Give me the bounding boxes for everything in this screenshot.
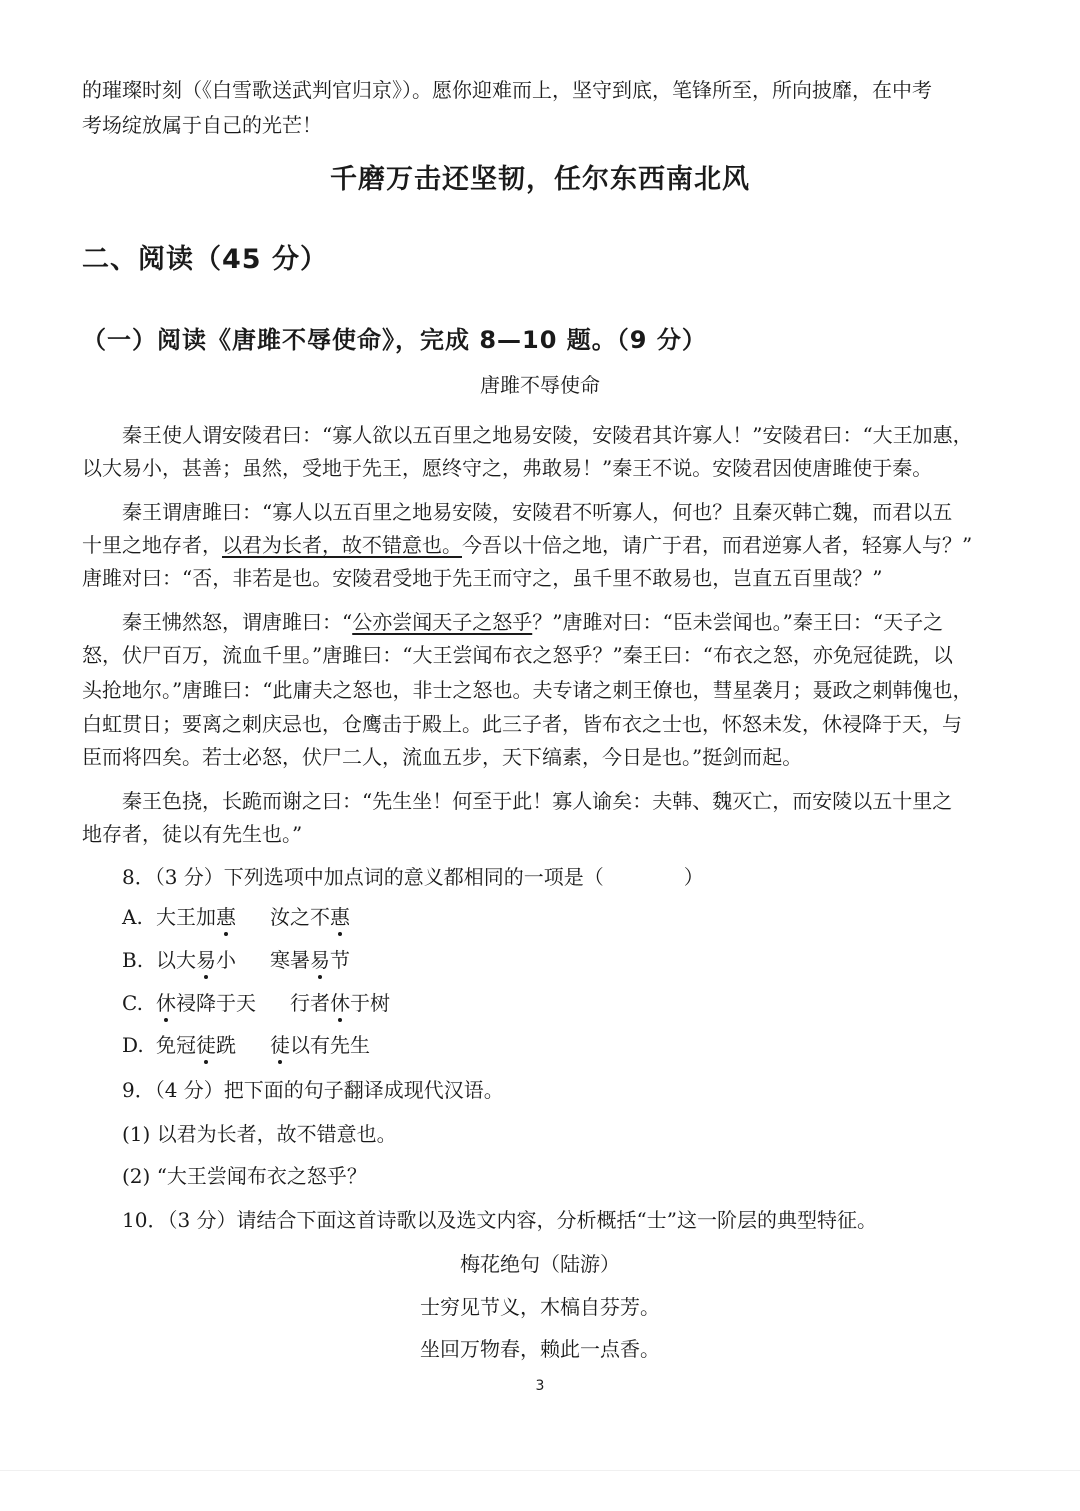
dotted-char: 休 xyxy=(330,988,350,1018)
dotted-char: 休 xyxy=(156,988,176,1018)
question-8-option-d xyxy=(82,1030,1002,1060)
passage-p1-line-2: 以大易小，甚善；虽然，受地于先王，愿终守之，弗敢易！”秦王不说。安陵君因使唐雎使于秦。 xyxy=(82,456,933,480)
passage-title: 唐雎不辱使命 xyxy=(480,373,600,397)
passage-p2-line-2 xyxy=(82,530,1002,560)
dotted-char: 易 xyxy=(310,945,330,975)
option-d-word-1-post: 跣 xyxy=(216,1033,236,1057)
passage-p3-line-2: 怒，伏尸百万，流血千里。”唐雎曰：“大王尝闻布衣之怒乎？”秦王曰：“布衣之怒，亦免冠徒跣，以 xyxy=(82,643,953,667)
option-c-word-2-post: 于树 xyxy=(350,991,390,1015)
dotted-char: 惠 xyxy=(216,902,236,932)
subsection-title: （一）阅读《唐雎不辱使命》，完成 8—10 题。（9 分） xyxy=(82,326,707,354)
passage-p4-line-1: 秦王色挠，长跪而谢之曰：“先生坐！何至于此！寡人谕矣：夫韩、魏灭亡，而安陵以五十里之 xyxy=(122,789,953,813)
option-b-word-2-pre: 寒暑 xyxy=(270,948,310,972)
option-b-word-1-pre: 以大 xyxy=(156,948,196,972)
poem-line-1: 士穷见节义，木槁自芬芳。 xyxy=(420,1295,660,1319)
page-divider xyxy=(0,1470,1080,1471)
option-d-word-2-post: 以有先生 xyxy=(290,1033,370,1057)
question-9-sentence-1: (1) 以君为长者，故不错意也。 xyxy=(122,1122,397,1146)
poem-title: 梅花绝句（陆游） xyxy=(460,1252,620,1276)
option-label: D. xyxy=(122,1033,144,1057)
dotted-char: 易 xyxy=(196,945,216,975)
question-8-option-b xyxy=(82,945,1002,975)
question-8-option-a xyxy=(82,902,1002,932)
intro-line-1: 的璀璨时刻（《白雪歌送武判官归京》）。愿你迎难而上，坚守到底，笔锋所至，所向披靡，在中考 xyxy=(82,78,932,102)
option-label: C. xyxy=(122,991,143,1015)
passage-p3-line-3: 头抢地尔。”唐雎曰：“此庸夫之怒也，非士之怒也。夫专诸之刺王僚也，彗星袭月；聂政之刺韩傀也， xyxy=(82,678,973,702)
option-a-word-2-pre: 汝之不 xyxy=(270,905,330,929)
passage-p3-line-1 xyxy=(82,607,1002,637)
page-number: 3 xyxy=(535,1378,545,1394)
option-a-word-1-pre: 大王加 xyxy=(156,905,216,929)
passage-p1-line-1: 秦王使人谓安陵君曰：“寡人欲以五百里之地易安陵，安陵君其许寡人！”安陵君曰：“大王加惠， xyxy=(122,423,973,447)
underlined-sentence-2: 公亦尝闻天子之怒乎 xyxy=(352,610,533,634)
question-8-option-c xyxy=(82,988,1002,1018)
option-c-word-1-post: 祲降于天 xyxy=(176,991,256,1015)
option-d-word-1-pre: 免冠 xyxy=(156,1033,196,1057)
passage-p2-line-1: 秦王谓唐雎曰：“寡人以五百里之地易安陵，安陵君不听寡人，何也？且秦灭韩亡魏，而君以五 xyxy=(122,500,953,524)
motto-heading: 千磨万击还坚韧，任尔东西南北风 xyxy=(330,164,750,195)
question-9-sentence-2: (2) “大王尝闻布衣之怒乎？ xyxy=(122,1164,367,1188)
question-8-stem: 8．（3 分）下列选项中加点词的意义都相同的一项是（ ） xyxy=(122,865,704,889)
passage-p4-line-2: 地存者，徒以有先生也。” xyxy=(82,822,303,846)
section-title: 二、阅读（45 分） xyxy=(82,244,328,275)
option-c-word-2-pre: 行者 xyxy=(290,991,330,1015)
dotted-char: 徒 xyxy=(270,1030,290,1060)
question-9-stem: 9．（4 分）把下面的句子翻译成现代汉语。 xyxy=(122,1078,504,1102)
passage-p3-line-1-post: ？”唐雎对曰：“臣未尝闻也。”秦王曰：“天子之 xyxy=(532,610,944,634)
passage-p2-line-3: 唐雎对曰：“否，非若是也。安陵君受地于先王而守之，虽千里不敢易也，岂直五百里哉？” xyxy=(82,566,883,590)
dotted-char: 惠 xyxy=(330,902,350,932)
dotted-char: 徒 xyxy=(196,1030,216,1060)
option-b-word-2-post: 节 xyxy=(330,948,350,972)
underlined-sentence-1: 以君为长者，故不错意也。 xyxy=(222,533,462,557)
passage-p3-line-1-pre: 秦王怫然怒，谓唐雎曰：“ xyxy=(122,610,353,634)
question-10-stem: 10．（3 分）请结合下面这首诗歌以及选文内容，分析概括“士”这一阶层的典型特征。 xyxy=(122,1208,877,1232)
option-label: A. xyxy=(122,905,143,929)
option-b-word-1-post: 小 xyxy=(216,948,236,972)
poem-line-2: 坐回万物春，赖此一点香。 xyxy=(420,1337,660,1361)
passage-p3-line-4: 白虹贯日；要离之刺庆忌也，仓鹰击于殿上。此三子者，皆布衣之士也，怀怒未发，休祲降于天，与 xyxy=(82,712,962,736)
passage-p3-line-5: 臣而将四矣。若士必怒，伏尸二人，流血五步，天下缟素，今日是也。”挺剑而起。 xyxy=(82,745,803,769)
passage-p2-line-2-pre: 十里之地存者， xyxy=(82,533,222,557)
passage-p2-line-2-post: 今吾以十倍之地，请广于君，而君逆寡人者，轻寡人与？” xyxy=(462,533,973,557)
option-label: B. xyxy=(122,948,144,972)
intro-line-2: 考场绽放属于自己的光芒！ xyxy=(82,113,322,137)
